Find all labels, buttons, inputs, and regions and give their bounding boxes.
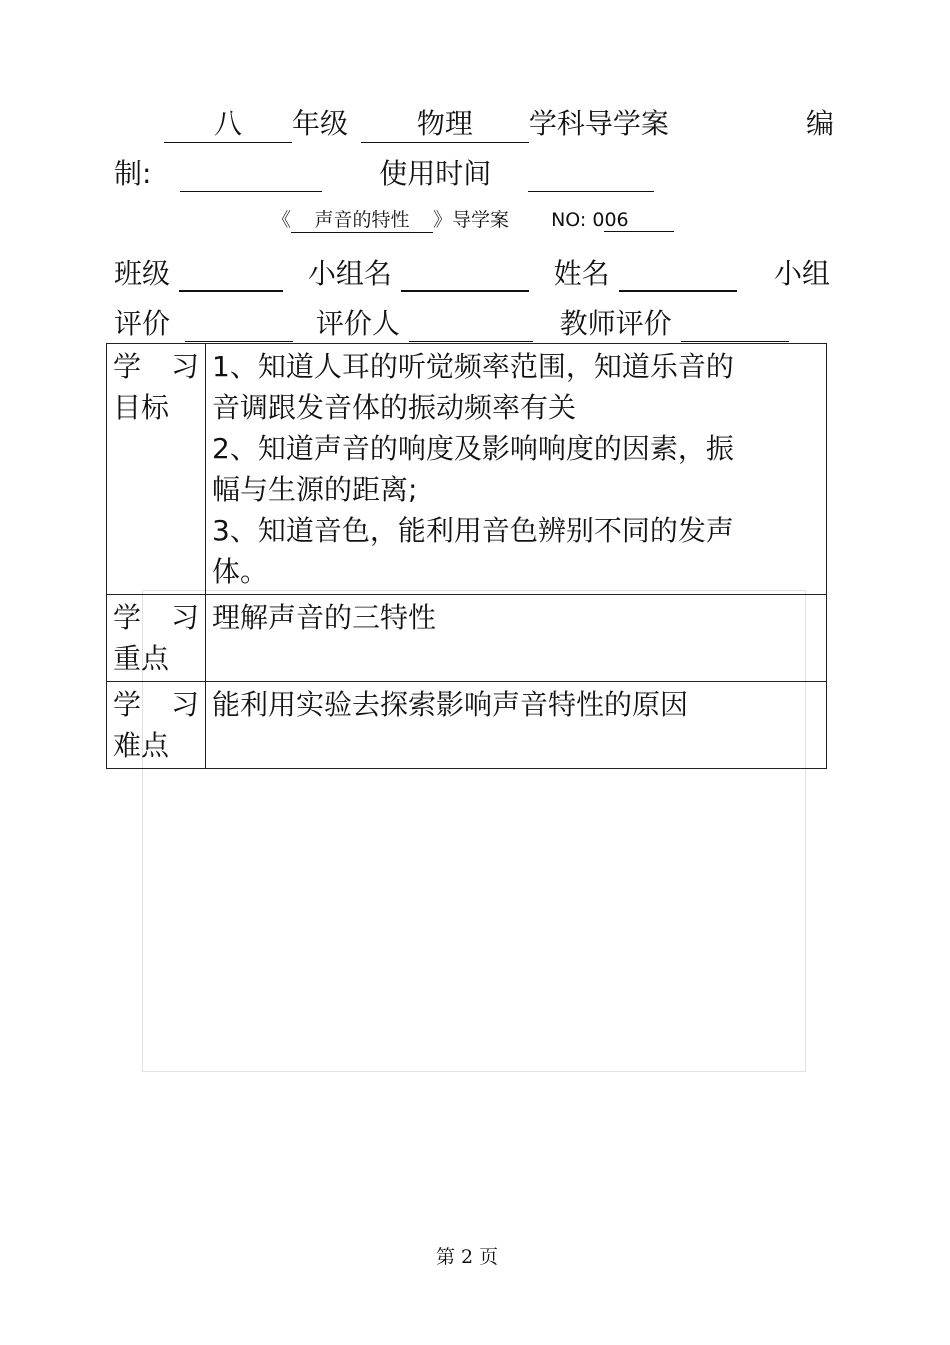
- teacher-eval-label: 教师评价: [559, 307, 672, 340]
- content-line: 3、知道音色，能利用音色辨别不同的发声: [212, 514, 734, 547]
- teacher-eval-blank: [681, 311, 789, 342]
- content-line: 理解声音的三特性: [212, 601, 437, 634]
- info-line-1: [114, 252, 737, 292]
- key-label: 目标: [113, 391, 170, 424]
- use-time-blank: [528, 161, 654, 192]
- page-number: 第 2 页: [436, 1246, 499, 1268]
- content-line: 能利用实验去探索影响声音特性的原因: [212, 688, 689, 721]
- key-char-b: 习: [170, 350, 199, 383]
- row-content-difficulty: [206, 682, 827, 769]
- content-line: 体。: [212, 555, 269, 588]
- key-char-a: 学: [113, 601, 142, 634]
- content-line: 2、知道声音的响度及影响响度的因素，振: [212, 432, 734, 465]
- lesson-title: 声音的特性: [291, 205, 433, 233]
- name-label: 姓名: [553, 257, 610, 290]
- group-blank: [401, 260, 529, 292]
- class-blank: [179, 260, 283, 292]
- class-label: 班级: [114, 257, 171, 290]
- header-line-1: [164, 102, 669, 143]
- editor-blank: [180, 161, 322, 192]
- evaluator-blank: [409, 311, 533, 342]
- group-eval-blank: [185, 311, 293, 342]
- header-line-2: [114, 152, 654, 192]
- name-blank: [619, 260, 737, 292]
- info-line-2: [114, 302, 789, 342]
- row-content-focus: [206, 595, 827, 682]
- editor-label-1: 编: [806, 107, 835, 140]
- key-char-a: 学: [113, 350, 142, 383]
- group-eval-label-1: 小组: [774, 257, 831, 290]
- key-char-b: 习: [170, 688, 199, 721]
- content-line: 幅与生源的距离;: [212, 473, 418, 506]
- group-label: 小组名: [307, 257, 392, 290]
- grade-label: 年级: [292, 107, 349, 140]
- key-label: 难点: [113, 729, 170, 762]
- row-key-difficulty: [107, 682, 206, 769]
- row-key-goals: [107, 344, 206, 595]
- key-char-b: 习: [170, 601, 199, 634]
- row-content-goals: [206, 344, 827, 595]
- content-line: 1、知道人耳的听觉频率范围，知道乐音的: [212, 350, 734, 383]
- lesson-open-bracket: 《: [272, 209, 292, 231]
- evaluator-label: 评价人: [315, 307, 400, 340]
- group-eval-label-2: 评价: [114, 307, 171, 340]
- subject-value: 物理: [361, 102, 529, 143]
- lesson-no-value: 06: [604, 209, 674, 232]
- subject-suffix: 学科导学案: [528, 107, 669, 140]
- editor-label-2: 制:: [114, 157, 152, 190]
- lesson-close-bracket: 》导学案: [433, 209, 510, 231]
- row-key-focus: [107, 595, 206, 682]
- study-goals-table: [106, 343, 827, 769]
- key-label: 重点: [113, 642, 170, 675]
- use-time-label: 使用时间: [379, 157, 492, 190]
- key-char-a: 学: [113, 688, 142, 721]
- grade-value: 八: [164, 102, 292, 143]
- lesson-title-line: [272, 205, 674, 233]
- lesson-no-label: NO: 0: [551, 209, 605, 231]
- table-row-focus: [107, 595, 827, 682]
- table-row-difficulty: [107, 682, 827, 769]
- table-row-goals: [107, 344, 827, 595]
- content-line: 音调跟发音体的振动频率有关: [212, 391, 577, 424]
